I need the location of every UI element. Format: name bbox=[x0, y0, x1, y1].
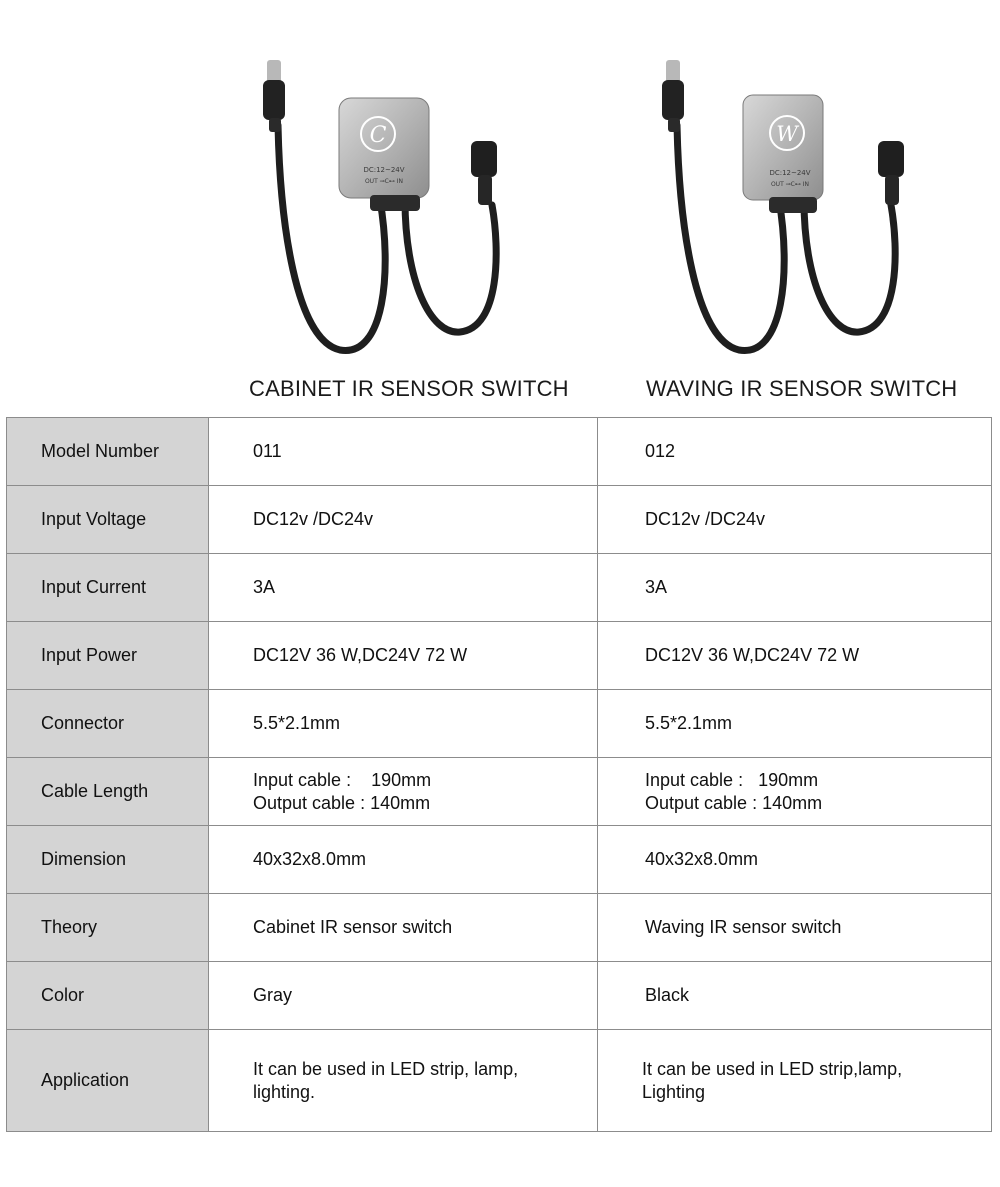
table-row bbox=[7, 894, 992, 962]
table-row bbox=[7, 486, 992, 554]
table-row bbox=[7, 758, 992, 826]
value-cabinet: 3A bbox=[209, 554, 598, 622]
row-label: Input Current bbox=[7, 554, 209, 622]
value-cabinet: It can be used in LED strip, lamp, lighting. bbox=[209, 1030, 598, 1132]
row-label: Input Voltage bbox=[7, 486, 209, 554]
row-label: Theory bbox=[7, 894, 209, 962]
product-title-waving: WAVING IR SENSOR SWITCH bbox=[646, 376, 958, 401]
svg-text:OUT ⊸C⊷ IN: OUT ⊸C⊷ IN bbox=[364, 178, 404, 185]
value-waving: Waving IR sensor switch bbox=[598, 894, 992, 962]
row-label: Model Number bbox=[7, 418, 209, 486]
svg-text:OUT ⊸C⊷ IN: OUT ⊸C⊷ IN bbox=[770, 181, 810, 188]
value-cabinet: 011 bbox=[209, 418, 598, 486]
value-cabinet: Gray bbox=[209, 962, 598, 1030]
product-image-waving-sensor bbox=[597, 40, 997, 370]
table-row bbox=[7, 826, 992, 894]
row-label: Dimension bbox=[7, 826, 209, 894]
svg-text:DC:12~24V: DC:12~24V bbox=[769, 169, 811, 177]
value-waving: 5.5*2.1mm bbox=[598, 690, 992, 758]
product-image-cabinet-sensor bbox=[200, 40, 600, 370]
value-cabinet: Cabinet IR sensor switch bbox=[209, 894, 598, 962]
table-row bbox=[7, 418, 992, 486]
spec-table bbox=[6, 417, 992, 1132]
logo-letter: C bbox=[369, 123, 387, 148]
table-row bbox=[7, 962, 992, 1030]
value-waving: 012 bbox=[598, 418, 992, 486]
row-label: Color bbox=[7, 962, 209, 1030]
table-row bbox=[7, 690, 992, 758]
table-row bbox=[7, 554, 992, 622]
value-waving: 3A bbox=[598, 554, 992, 622]
row-label: Input Power bbox=[7, 622, 209, 690]
value-waving: 40x32x8.0mm bbox=[598, 826, 992, 894]
value-waving: Black bbox=[598, 962, 992, 1030]
value-cabinet: DC12V 36 W,DC24V 72 W bbox=[209, 622, 598, 690]
value-cabinet: Input cable : 190mm Output cable : 140mm bbox=[209, 758, 598, 826]
value-waving: DC12V 36 W,DC24V 72 W bbox=[598, 622, 992, 690]
row-label: Cable Length bbox=[7, 758, 209, 826]
svg-text:DC:12~24V: DC:12~24V bbox=[363, 166, 405, 174]
row-label: Application bbox=[7, 1030, 209, 1132]
value-waving: It can be used in LED strip,lamp, Lighting bbox=[598, 1030, 992, 1132]
value-cabinet: DC12v /DC24v bbox=[209, 486, 598, 554]
value-cabinet: 5.5*2.1mm bbox=[209, 690, 598, 758]
logo-letter: W bbox=[776, 122, 798, 146]
value-waving: Input cable : 190mm Output cable : 140mm bbox=[598, 758, 992, 826]
row-label: Connector bbox=[7, 690, 209, 758]
value-cabinet: 40x32x8.0mm bbox=[209, 826, 598, 894]
product-title-cabinet: CABINET IR SENSOR SWITCH bbox=[249, 376, 569, 401]
table-row bbox=[7, 622, 992, 690]
table-row bbox=[7, 1030, 992, 1132]
value-waving: DC12v /DC24v bbox=[598, 486, 992, 554]
